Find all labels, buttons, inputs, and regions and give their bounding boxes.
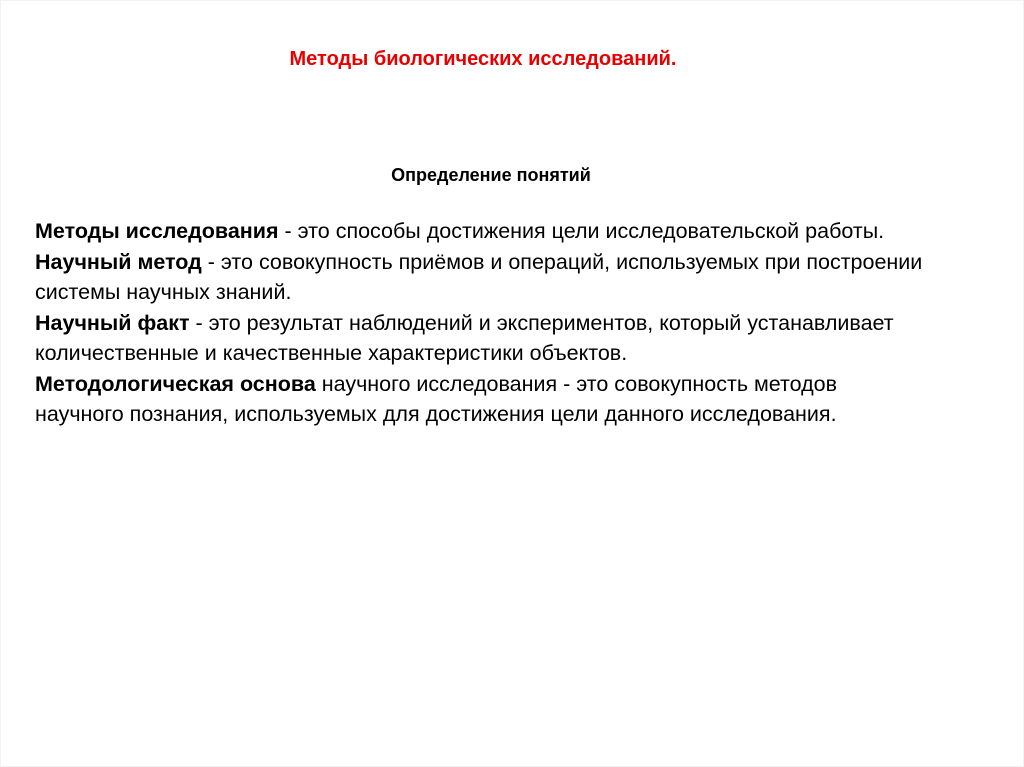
definition-methodological-basis xyxy=(35,369,925,430)
definition-term: Методологическая основа xyxy=(35,371,316,396)
definition-scientific-method xyxy=(35,247,955,308)
definition-term: Научный метод xyxy=(35,249,202,274)
definition-research-methods xyxy=(35,216,955,247)
slide-title: Методы биологических исследований. xyxy=(289,48,677,70)
section-subtitle: Определение понятий xyxy=(391,165,591,185)
definition-term: Научный факт xyxy=(35,310,190,335)
definition-text: - это результат наблюдений и экспериментов, который устанавливает количественные и качественные характеристики объектов. xyxy=(35,310,894,365)
definition-scientific-fact xyxy=(35,308,925,369)
definition-text: - это совокупность приёмов и операций, используемых при построении системы научных знаний. xyxy=(35,249,923,304)
definition-text: научного исследования - это совокупность методов научного познания, используемых для достижения цели данного исследования. xyxy=(35,371,838,426)
definitions-list xyxy=(35,216,995,430)
definition-term: Методы исследования xyxy=(35,219,279,243)
definition-text: - это способы достижения цели исследовательской работы. xyxy=(278,219,885,243)
